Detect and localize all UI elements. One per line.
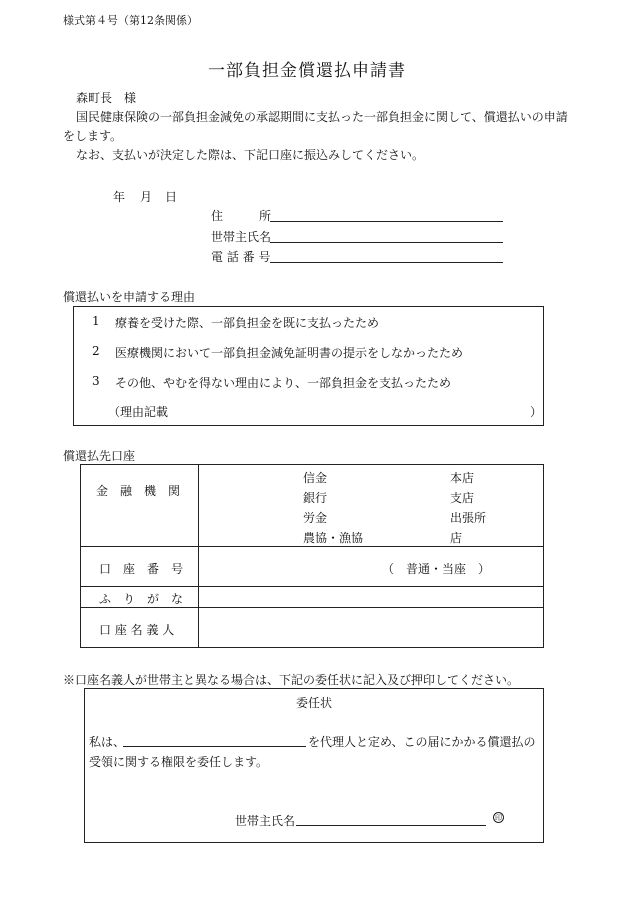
householder-name-field[interactable] <box>270 242 503 243</box>
delegation-name-label: 世帯主氏名 <box>235 814 296 828</box>
reason-heading: 償還払いを申請する理由 <box>63 290 196 304</box>
intro-line-3: なお、支払いが決定した際は、下記口座に振込みしてください。 <box>76 148 425 162</box>
reason-item-3-text[interactable]: その他、やむを得ない理由により、一部負担金を支払ったため <box>115 376 452 390</box>
account-row-line-3 <box>80 607 544 608</box>
phone-label: 電 話 番 号 <box>211 250 271 264</box>
householder-name-label: 世帯主氏名 <box>211 230 272 244</box>
delegation-note: ※口座名義人が世帯主と異なる場合は、下記の委任状に記入及び押印してください。 <box>63 673 520 687</box>
reason-item-2-num: 2 <box>92 344 100 358</box>
bank-type-shinkin[interactable]: 信金 <box>303 471 328 485</box>
account-row-line-1 <box>80 546 544 547</box>
branch-type-branch[interactable]: 支店 <box>450 491 475 505</box>
reason-item-3-num: 3 <box>92 374 100 388</box>
account-type-choice[interactable]: （ 普通・当座 ） <box>382 562 491 576</box>
date-month-label: 月 <box>140 190 153 204</box>
delegation-name-field[interactable] <box>296 825 486 826</box>
account-row-line-2 <box>80 586 544 587</box>
reason-item-1-num: 1 <box>92 314 100 328</box>
addressee: 森町長 様 <box>76 91 137 105</box>
delegation-text-prefix: 私は、 <box>89 735 126 749</box>
intro-line-2: をします。 <box>63 129 123 143</box>
address-field[interactable] <box>270 221 503 222</box>
account-number-label: 口 座 番 号 <box>99 562 184 576</box>
agent-name-field[interactable] <box>123 746 306 747</box>
bank-type-nokyo[interactable]: 農協・漁協 <box>303 531 364 545</box>
address-label: 住 所 <box>211 209 272 223</box>
bank-type-rokin[interactable]: 労金 <box>303 511 328 525</box>
form-number: 様式第４号（第12条関係） <box>63 14 198 27</box>
reason-item-2-text[interactable]: 医療機関において一部負担金減免証明書の提示をしなかったため <box>115 346 464 360</box>
account-heading: 償還払先口座 <box>63 449 136 463</box>
seal-mark: 印 <box>495 814 502 822</box>
account-holder-label: 口 座 名 義 人 <box>99 623 175 637</box>
reason-item-1-text[interactable]: 療養を受けた際、一部負担金を既に支払ったため <box>115 316 380 330</box>
bank-label: 金 融 機 関 <box>96 484 181 498</box>
furigana-label: ふ り が な <box>99 592 184 606</box>
phone-field[interactable] <box>270 262 503 263</box>
delegation-title: 委任状 <box>296 696 333 710</box>
branch-type-main[interactable]: 本店 <box>450 471 475 485</box>
date-day-label: 日 <box>165 190 178 204</box>
branch-type-store[interactable]: 店 <box>450 531 463 545</box>
delegation-text-suffix: を代理人と定め、この届にかかる償還払の <box>308 735 536 749</box>
page-title: 一部負担金償還払申請書 <box>208 61 406 81</box>
delegation-text-line2: 受領に関する権限を委任します。 <box>89 755 269 769</box>
reason-note-open: （理由記載 <box>108 405 169 419</box>
intro-line-1: 国民健康保険の一部負担金減免の承認期間に支払った一部負担金に関して、償還払いの申請 <box>76 110 568 124</box>
reason-note-close: ） <box>530 405 543 419</box>
account-table-divider <box>198 464 199 648</box>
date-year-label: 年 <box>113 190 126 204</box>
branch-type-sub[interactable]: 出張所 <box>450 511 487 525</box>
bank-type-bank[interactable]: 銀行 <box>303 491 328 505</box>
